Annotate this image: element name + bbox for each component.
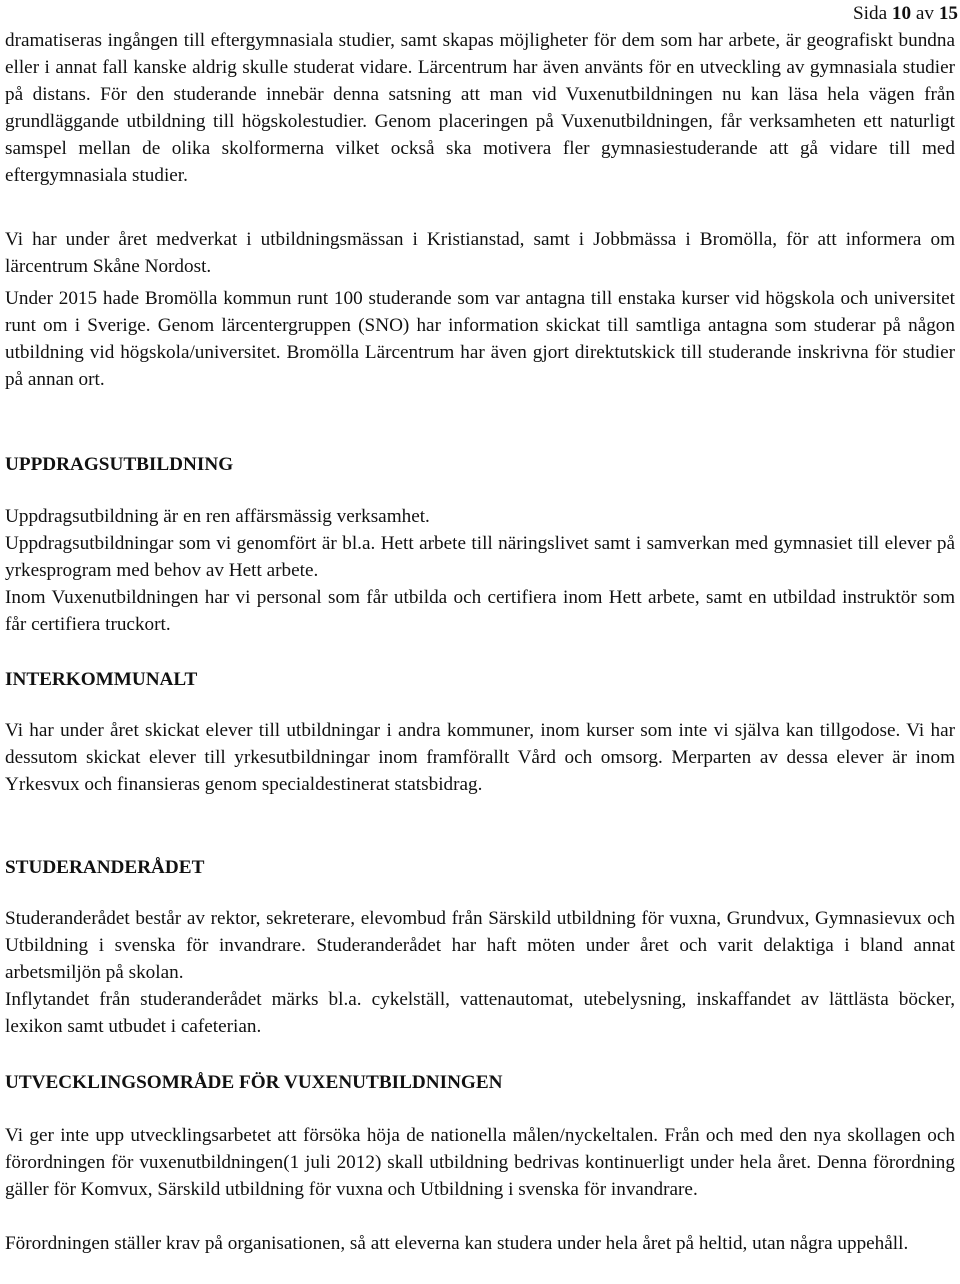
studeranderadet-paragraph-2: Inflytandet från studeranderådet märks bl.a. cykelställ, vattenautomat, utebelysning, inskaffandet av lättlästa böcker, lexikon samt utbudet i cafeterian. xyxy=(5,989,955,1037)
studeranderadet-paragraph-1: Studeranderådet består av rektor, sekreterare, elevombud från Särskild utbildning för vuxna, Grundvux, Gymnasievux och Utbildning i svenska för invandrare. Studeranderådet har haft möten under året och varit delaktiga i bland annat arbetsmiljön på skolan. xyxy=(5,908,955,983)
heading-interkommunalt: INTERKOMMUNALT xyxy=(5,669,198,690)
intro-paragraph-1: dramatiseras ingången till eftergymnasiala studier, samt skapas möjligheter för dem som har arbete, är geografiskt bundna eller i annat fall kanske aldrig skulle studerat vidare. Lärcentrum har även använts för en utveckling av gymnasiala studier på distans. För den studerande innebär denna satsning att man vid Vuxenutbildningen nu kan läsa hela vägen från grundläggande utbildning till högskolestudier. Genom placeringen på Vuxenutbildningen, får verksamheten ett naturligt samspel mellan de olika skolformerna vilket också ska motivera fler gymnasiestuderande att gå vidare till med eftergymnasiala studier. xyxy=(5,30,955,186)
utveckling-paragraph-2: Förordningen ställer krav på organisationen, så att eleverna kan studera under hela året på heltid, utan några uppehåll. xyxy=(5,1233,909,1254)
intro-paragraph-2: Vi har under året medverkat i utbildningsmässan i Kristianstad, samt i Jobbmässa i Bromölla, för att informera om lärcentrum Skåne Nordost. xyxy=(5,229,955,277)
page-sep: av xyxy=(915,3,935,24)
page-current: 10 xyxy=(891,3,912,24)
uppdrag-line-3: Inom Vuxenutbildningen har vi personal som får utbilda och certifiera inom Hett arbete, samt en utbildad instruktör som får certifiera truckort. xyxy=(5,587,955,635)
heading-uppdragsutbildning: UPPDRAGSUTBILDNING xyxy=(5,454,234,475)
intro-paragraph-3: Under 2015 hade Bromölla kommun runt 100 studerande som var antagna till enstaka kurser vid högskola och universitet runt om i Sverige. Genom lärcentergruppen (SNO) har information skickat till samtliga antagna som studerar på någon utbildning vid högskola/universitet. Bromölla Lärcentrum har även gjort direktutskick till studerande inskrivna för studier på annan ort. xyxy=(5,288,955,390)
heading-utvecklingsomrade: UTVECKLINGSOMRÅDE FÖR VUXENUTBILDNINGEN xyxy=(5,1072,503,1093)
page-number xyxy=(853,0,958,27)
utveckling-paragraph-1: Vi ger inte upp utvecklingsarbetet att försöka höja de nationella målen/nyckeltalen. Från och med den nya skollagen och förordningen för vuxenutbildningen(1 juli 2012) skall utbildning bedrivas kontinuerligt under hela året. Denna förordning gäller för Komvux, Särskild utbildning för vuxna och Utbildning i svenska för invandrare. xyxy=(5,1125,955,1200)
page-prefix: Sida xyxy=(852,3,888,24)
uppdrag-line-2: Uppdragsutbildningar som vi genomfört är bl.a. Hett arbete till näringslivet samt i samverkan med gymnasiet till elever på yrkesprogram med behov av Hett arbete. xyxy=(5,533,955,581)
uppdrag-line-1: Uppdragsutbildning är en ren affärsmässig verksamhet. xyxy=(5,506,430,527)
page-total: 15 xyxy=(938,3,958,24)
heading-studeranderadet: STUDERANDERÅDET xyxy=(5,857,205,878)
interkommunalt-paragraph: Vi har under året skickat elever till utbildningar i andra kommuner, inom kurser som inte vi själva kan tillgodose. Vi har dessutom skickat elever till yrkesutbildningar inom framförallt Vård och omsorg. Merparten av dessa elever är inom Yrkesvux och finansieras genom specialdestinerat statsbidrag. xyxy=(5,720,955,795)
